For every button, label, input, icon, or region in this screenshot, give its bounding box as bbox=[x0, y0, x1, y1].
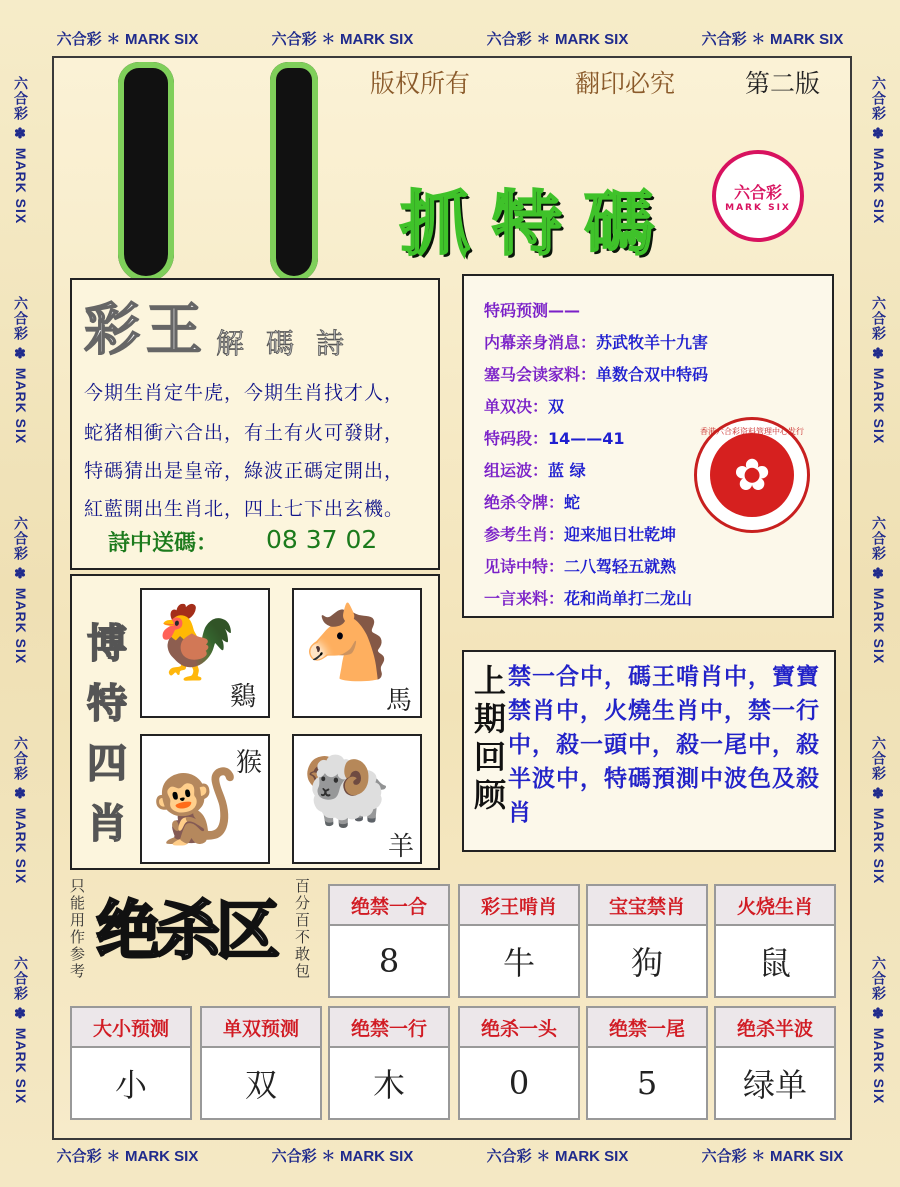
zodiac-name: 馬 bbox=[386, 686, 413, 716]
kill-cell-value: 牛 bbox=[502, 944, 535, 982]
decorative-shape bbox=[270, 62, 318, 282]
prediction-key: 塞马会读家料： bbox=[484, 365, 597, 384]
no-reprint-text: 翻印必究 bbox=[575, 69, 676, 98]
prediction-value: 双 bbox=[548, 397, 565, 416]
kill-cell-label: 单双预测 bbox=[202, 1008, 320, 1048]
bauhinia-icon: ✿ bbox=[710, 433, 794, 517]
prediction-item bbox=[484, 490, 580, 513]
border-text: 六合彩 ✽ MARK SIX bbox=[13, 515, 29, 665]
prediction-key: 见诗中特： bbox=[484, 557, 565, 576]
kill-cell bbox=[714, 884, 836, 998]
prediction-value: 14——41 bbox=[548, 429, 625, 448]
kill-cell-label: 绝杀一头 bbox=[460, 1008, 578, 1048]
prediction-item bbox=[484, 426, 625, 449]
prediction-value: 二八驾轻五就熟 bbox=[564, 557, 677, 576]
kill-cell bbox=[586, 884, 708, 998]
kill-cell bbox=[458, 884, 580, 998]
border-text: 六合彩 ✽ MARK SIX bbox=[486, 30, 629, 48]
kill-cell-value: 双 bbox=[244, 1066, 277, 1104]
kill-cell-label: 绝禁一行 bbox=[330, 1008, 448, 1048]
kill-cell bbox=[328, 884, 450, 998]
kill-cell bbox=[714, 1006, 836, 1120]
kill-cell-label: 宝宝禁肖 bbox=[588, 886, 706, 926]
kill-cell-label: 火烧生肖 bbox=[716, 886, 834, 926]
border-text: 六合彩 ✽ MARK SIX bbox=[486, 1147, 629, 1165]
kill-cell-label: 绝禁一尾 bbox=[588, 1008, 706, 1048]
prediction-key: 单双决： bbox=[484, 397, 549, 416]
prediction-key: 一言来料： bbox=[484, 589, 565, 608]
zodiac-card bbox=[140, 588, 270, 718]
border-text: 六合彩 ✽ MARK SIX bbox=[13, 75, 29, 225]
poem-line: 紅藍開出生肖北，四上七下出玄機。 bbox=[84, 498, 405, 520]
kill-cell-value: 小 bbox=[114, 1066, 147, 1104]
kill-cell-label: 彩王啃肖 bbox=[460, 886, 578, 926]
border-text: 六合彩 ✽ MARK SIX bbox=[271, 1147, 414, 1165]
top-border bbox=[20, 22, 880, 54]
zodiac-name: 猴 bbox=[236, 748, 263, 778]
border-text: 六合彩 ✽ MARK SIX bbox=[13, 295, 29, 445]
prediction-item bbox=[484, 522, 676, 545]
kill-cell bbox=[200, 1006, 322, 1120]
zodiac-label: 博特四肖 bbox=[87, 620, 127, 847]
copyright-text: 版权所有 bbox=[370, 69, 471, 98]
prediction-value: 蓝 绿 bbox=[548, 461, 586, 480]
prediction-key: 组运波： bbox=[484, 461, 549, 480]
kill-cell-value: 鼠 bbox=[758, 944, 791, 982]
prediction-item bbox=[484, 330, 708, 353]
horse-icon: 🐴 bbox=[302, 600, 392, 684]
prediction-key: 绝杀令牌： bbox=[484, 493, 565, 512]
border-text: 六合彩 ✽ MARK SIX bbox=[701, 30, 844, 48]
kill-cell-label: 绝禁一合 bbox=[330, 886, 448, 926]
zodiac-card bbox=[140, 734, 270, 864]
hk-seal-icon bbox=[694, 417, 810, 533]
prediction-heading: 特码预测—— bbox=[484, 301, 581, 320]
poem-line: 特碼猜出是皇帝，綠波正碼定開出， bbox=[84, 460, 405, 482]
zodiac-card bbox=[292, 734, 422, 864]
prediction-key: 参考生肖： bbox=[484, 525, 565, 544]
zodiac-name: 羊 bbox=[388, 832, 415, 862]
kill-cell bbox=[458, 1006, 580, 1120]
kill-cell-value: 狗 bbox=[630, 944, 663, 982]
seal-text: 香港六合彩资料管理中心发行 bbox=[700, 427, 804, 436]
prediction-key: 特码段： bbox=[484, 429, 549, 448]
left-border bbox=[4, 40, 38, 1140]
border-text: 六合彩 ✽ MARK SIX bbox=[701, 1147, 844, 1165]
prediction-value: 蛇 bbox=[564, 493, 581, 512]
prediction-value: 花和尚单打二龙山 bbox=[564, 589, 693, 608]
bottom-border bbox=[20, 1138, 880, 1172]
mark-six-logo bbox=[712, 150, 804, 242]
zodiac-card bbox=[292, 588, 422, 718]
right-border bbox=[862, 40, 896, 1140]
zodiac-name: 鷄 bbox=[230, 682, 257, 712]
border-text: 六合彩 ✽ MARK SIX bbox=[56, 30, 199, 48]
kill-cell bbox=[328, 1006, 450, 1120]
kill-zone-title: 绝杀区 bbox=[96, 895, 276, 969]
kill-cell-value: 绿单 bbox=[742, 1066, 807, 1104]
border-text: 六合彩 ✽ MARK SIX bbox=[871, 515, 887, 665]
prediction-value: 单数合双中特码 bbox=[596, 365, 709, 384]
poem-title: 彩王 bbox=[84, 297, 208, 363]
prediction-item bbox=[484, 362, 708, 385]
page-title: 抓特碼 bbox=[400, 182, 676, 265]
poem-send-label: 詩中送碼： bbox=[108, 530, 219, 556]
poem-send-numbers: 08 37 02 bbox=[266, 525, 378, 554]
kill-zone-left-note: 只能用作参考 bbox=[70, 877, 86, 980]
prediction-item bbox=[484, 554, 676, 577]
border-text: 六合彩 ✽ MARK SIX bbox=[56, 1147, 199, 1165]
poem-line: 蛇猪相衝六合出，有土有火可發財， bbox=[84, 422, 405, 444]
kill-cell bbox=[586, 1006, 708, 1120]
border-text: 六合彩 ✽ MARK SIX bbox=[871, 955, 887, 1105]
kill-zone-right-note: 百分百不敢包 bbox=[295, 877, 311, 980]
logo-text: 六合彩 bbox=[733, 182, 782, 202]
border-text: 六合彩 ✽ MARK SIX bbox=[871, 295, 887, 445]
kill-cell-value: 0 bbox=[508, 1064, 530, 1102]
logo-subtext: MARK SIX bbox=[725, 202, 791, 213]
prediction-item bbox=[484, 394, 564, 417]
prediction-key: 内幕亲身消息： bbox=[484, 333, 597, 352]
prediction-value: 苏武牧羊十九害 bbox=[596, 333, 709, 352]
kill-cell-value: 5 bbox=[636, 1064, 658, 1102]
border-text: 六合彩 ✽ MARK SIX bbox=[871, 735, 887, 885]
kill-cell-value: 8 bbox=[378, 942, 400, 980]
kill-cell bbox=[70, 1006, 192, 1120]
review-text: 禁一合中，碼王啃肖中，寶寶禁肖中，火燒生肖中，禁一行中，殺一頭中，殺一尾中，殺半波中，特碼預測中波色及殺肖 bbox=[508, 664, 820, 826]
goat-icon: 🐏 bbox=[302, 746, 392, 830]
kill-cell-value: 木 bbox=[372, 1066, 405, 1104]
poem-line: 今期生肖定牛虎，今期生肖找才人， bbox=[84, 382, 405, 404]
border-text: 六合彩 ✽ MARK SIX bbox=[13, 735, 29, 885]
monkey-icon: 🐒 bbox=[150, 764, 240, 848]
kill-cell-label: 绝杀半波 bbox=[716, 1008, 834, 1048]
review-label: 上期回顾 bbox=[473, 662, 506, 814]
rooster-icon: 🐓 bbox=[150, 600, 240, 684]
kill-cell-label: 大小预测 bbox=[72, 1008, 190, 1048]
border-text: 六合彩 ✽ MARK SIX bbox=[13, 955, 29, 1105]
border-text: 六合彩 ✽ MARK SIX bbox=[271, 30, 414, 48]
edition-text: 第二版 bbox=[745, 69, 821, 98]
prediction-item bbox=[484, 586, 692, 609]
poem-subtitle: 解碼詩 bbox=[216, 327, 367, 360]
prediction-item bbox=[484, 458, 586, 481]
prediction-value: 迎来旭日壮乾坤 bbox=[564, 525, 677, 544]
border-text: 六合彩 ✽ MARK SIX bbox=[871, 75, 887, 225]
decorative-shape bbox=[118, 62, 174, 282]
